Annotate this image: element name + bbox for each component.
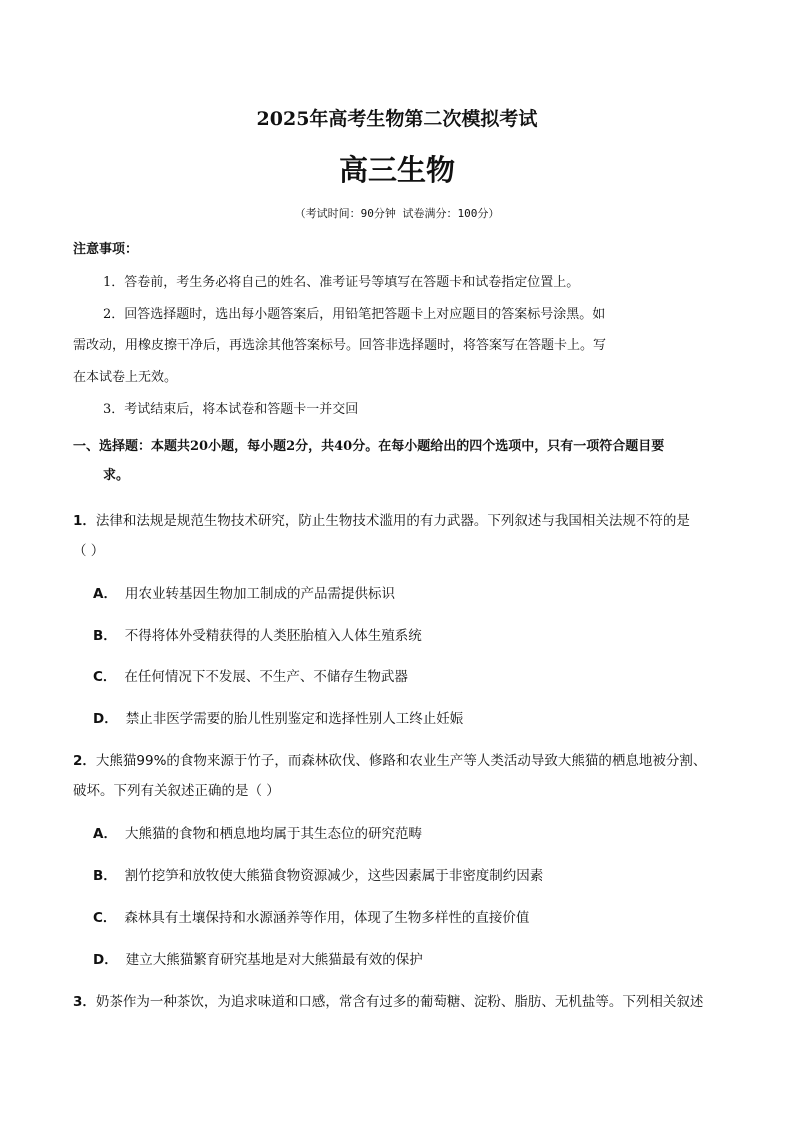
question-2-line-2: 破坏。下列有关叙述正确的是（ ） [73, 783, 280, 799]
question-3 [73, 990, 703, 1010]
question-1-option-b: B． 不得将体外受精获得的人类胚胎植入人体生殖系统 [93, 628, 422, 644]
question-2-option-b: B． 割竹挖笋和放牧使大熊猫食物资源减少，这些因素属于非密度制约因素 [93, 868, 544, 884]
question-1-option-d: D． 禁止非医学需要的胎儿性别鉴定和选择性别人工终止妊娠 [93, 711, 464, 727]
question-text: 奶茶作为一种茶饮，为追求味道和口感，常含有过多的葡萄糖、淀粉、脂肪、无机盐等。下列相关叙述 [95, 994, 704, 1010]
question-number: 2． [73, 753, 96, 769]
notice-item-2-line-1: 2．回答选择题时，选出每小题答案后，用铅笔把答题卡上对应题目的答案标号涂黑。如 [103, 307, 606, 322]
question-text: 法律和法规是规范生物技术研究，防止生物技术滥用的有力武器。下列叙述与我国相关法规不符的是 [95, 513, 690, 529]
question-number: 1． [73, 513, 96, 529]
question-text: 大熊猫99%的食物来源于竹子，而森林砍伐、修路和农业生产等人类活动导致大熊猫的栖息地被分割、 [95, 753, 707, 769]
notice-item-2-line-2: 需改动，用橡皮擦干净后，再选涂其他答案标号。回答非选择题时，将答案写在答题卡上。写 [73, 338, 607, 353]
question-2 [73, 749, 706, 769]
question-2-option-a: A． 大熊猫的食物和栖息地均属于其生态位的研究范畴 [93, 826, 422, 842]
notice-item-1: 1．答卷前，考生务必将自己的姓名、准考证号等填写在答题卡和试卷指定位置上。 [103, 275, 580, 290]
question-1 [73, 509, 690, 529]
notice-item-3: 3．考试结束后，将本试卷和答题卡一并交回 [103, 402, 359, 417]
question-1-option-a: A． 用农业转基因生物加工制成的产品需提供标识 [93, 586, 395, 602]
exam-info: （考试时间：90分钟 试卷满分：100分） [294, 207, 500, 220]
question-2-option-c: C． 森林具有土壤保持和水源涵养等作用，体现了生物多样性的直接价值 [93, 910, 530, 926]
question-2-option-d: D． 建立大熊猫繁育研究基地是对大熊猫最有效的保护 [93, 952, 423, 968]
notice-heading: 注意事项： [73, 242, 139, 257]
notice-item-2-line-3: 在本试卷上无效。 [73, 370, 178, 385]
exam-title: 2025年高考生物第二次模拟考试 [256, 108, 538, 130]
exam-subject: 高三生物 [338, 153, 455, 187]
section-heading-line-2: 求。 [103, 468, 130, 483]
question-number: 3． [73, 994, 96, 1010]
question-1-bracket: （ ） [73, 543, 105, 559]
section-heading-line-1: 一、选择题：本题共20小题，每小题2分，共40分。在每小题给出的四个选项中，只有一项符合题目要 [73, 439, 665, 454]
question-1-option-c: C． 在任何情况下不发展、不生产、不储存生物武器 [93, 669, 408, 685]
